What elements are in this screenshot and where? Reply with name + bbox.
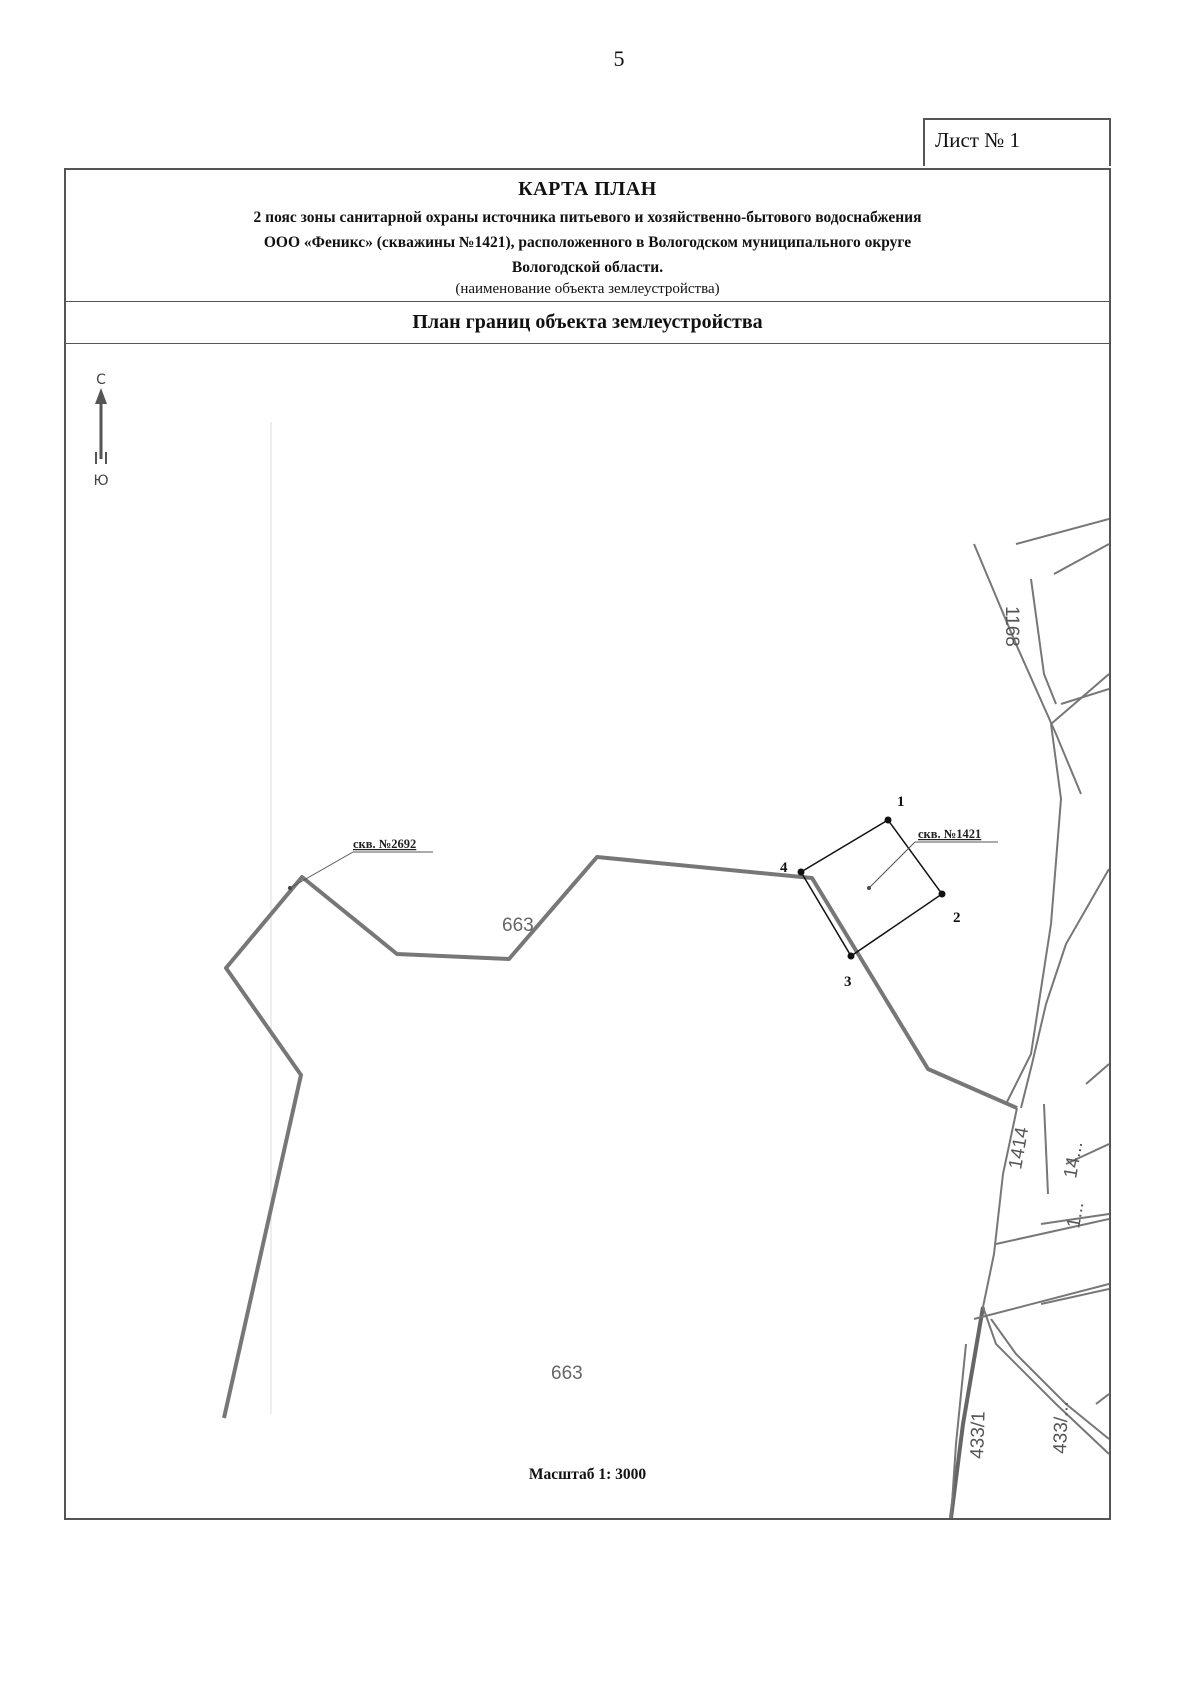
- adjacent-parcel-label: 1414: [1005, 1125, 1034, 1171]
- adjacent-parcel-label: 1...: [1063, 1200, 1089, 1230]
- zone-boundary-line: [224, 857, 1017, 1418]
- point-label: 3: [844, 974, 852, 990]
- boundary-point: [848, 953, 855, 960]
- point-label: 2: [953, 910, 961, 926]
- well-label: скв. №2692: [353, 837, 417, 851]
- point-label: 4: [780, 860, 788, 876]
- point-label: 1: [897, 794, 905, 810]
- adjacent-parcels: [951, 519, 1109, 1518]
- boundary-point: [939, 891, 946, 898]
- well-leader-line: [290, 852, 353, 888]
- plan-heading: План границ объекта землеустройства: [66, 302, 1109, 344]
- document-description: [66, 205, 1109, 280]
- north-arrow-icon: [95, 388, 107, 464]
- adjacent-parcel-label: 433/1: [967, 1410, 990, 1460]
- boundary-point: [885, 817, 892, 824]
- south-label: Ю: [93, 473, 109, 489]
- scale-text: Масштаб 1: 3000: [528, 1466, 647, 1483]
- parcel-label: 663: [551, 1363, 583, 1384]
- sheet-label: Лист № 1: [923, 118, 1111, 166]
- object-caption: (наименование объекта землеустройства): [455, 281, 720, 297]
- adjacent-parcel-label: 433/...: [1050, 1400, 1073, 1455]
- adjacent-parcel-label: 1168: [1001, 606, 1022, 647]
- well-label: скв. №1421: [918, 827, 982, 841]
- parcel-label: 663: [502, 915, 534, 936]
- cadastral-map: [66, 344, 1109, 1518]
- description-line: Вологодской области.: [511, 259, 664, 276]
- description-line: ООО «Феникс» (скважины №1421), расположенного в Вологодском муниципального округе: [263, 234, 912, 251]
- boundary-point: [798, 869, 805, 876]
- map-frame: [64, 168, 1111, 1520]
- map-area: [66, 344, 1109, 1518]
- page-number: 5: [613, 46, 625, 71]
- well-leader-line: [869, 842, 915, 888]
- document-title: КАРТА ПЛАН: [518, 178, 657, 200]
- north-label: С: [96, 372, 106, 388]
- header-block: [66, 170, 1109, 302]
- adjacent-parcel-label: 14...: [1060, 1139, 1088, 1180]
- description-line: 2 пояс зоны санитарной охраны источника питьевого и хозяйственно-бытового водоснабжения: [253, 209, 922, 226]
